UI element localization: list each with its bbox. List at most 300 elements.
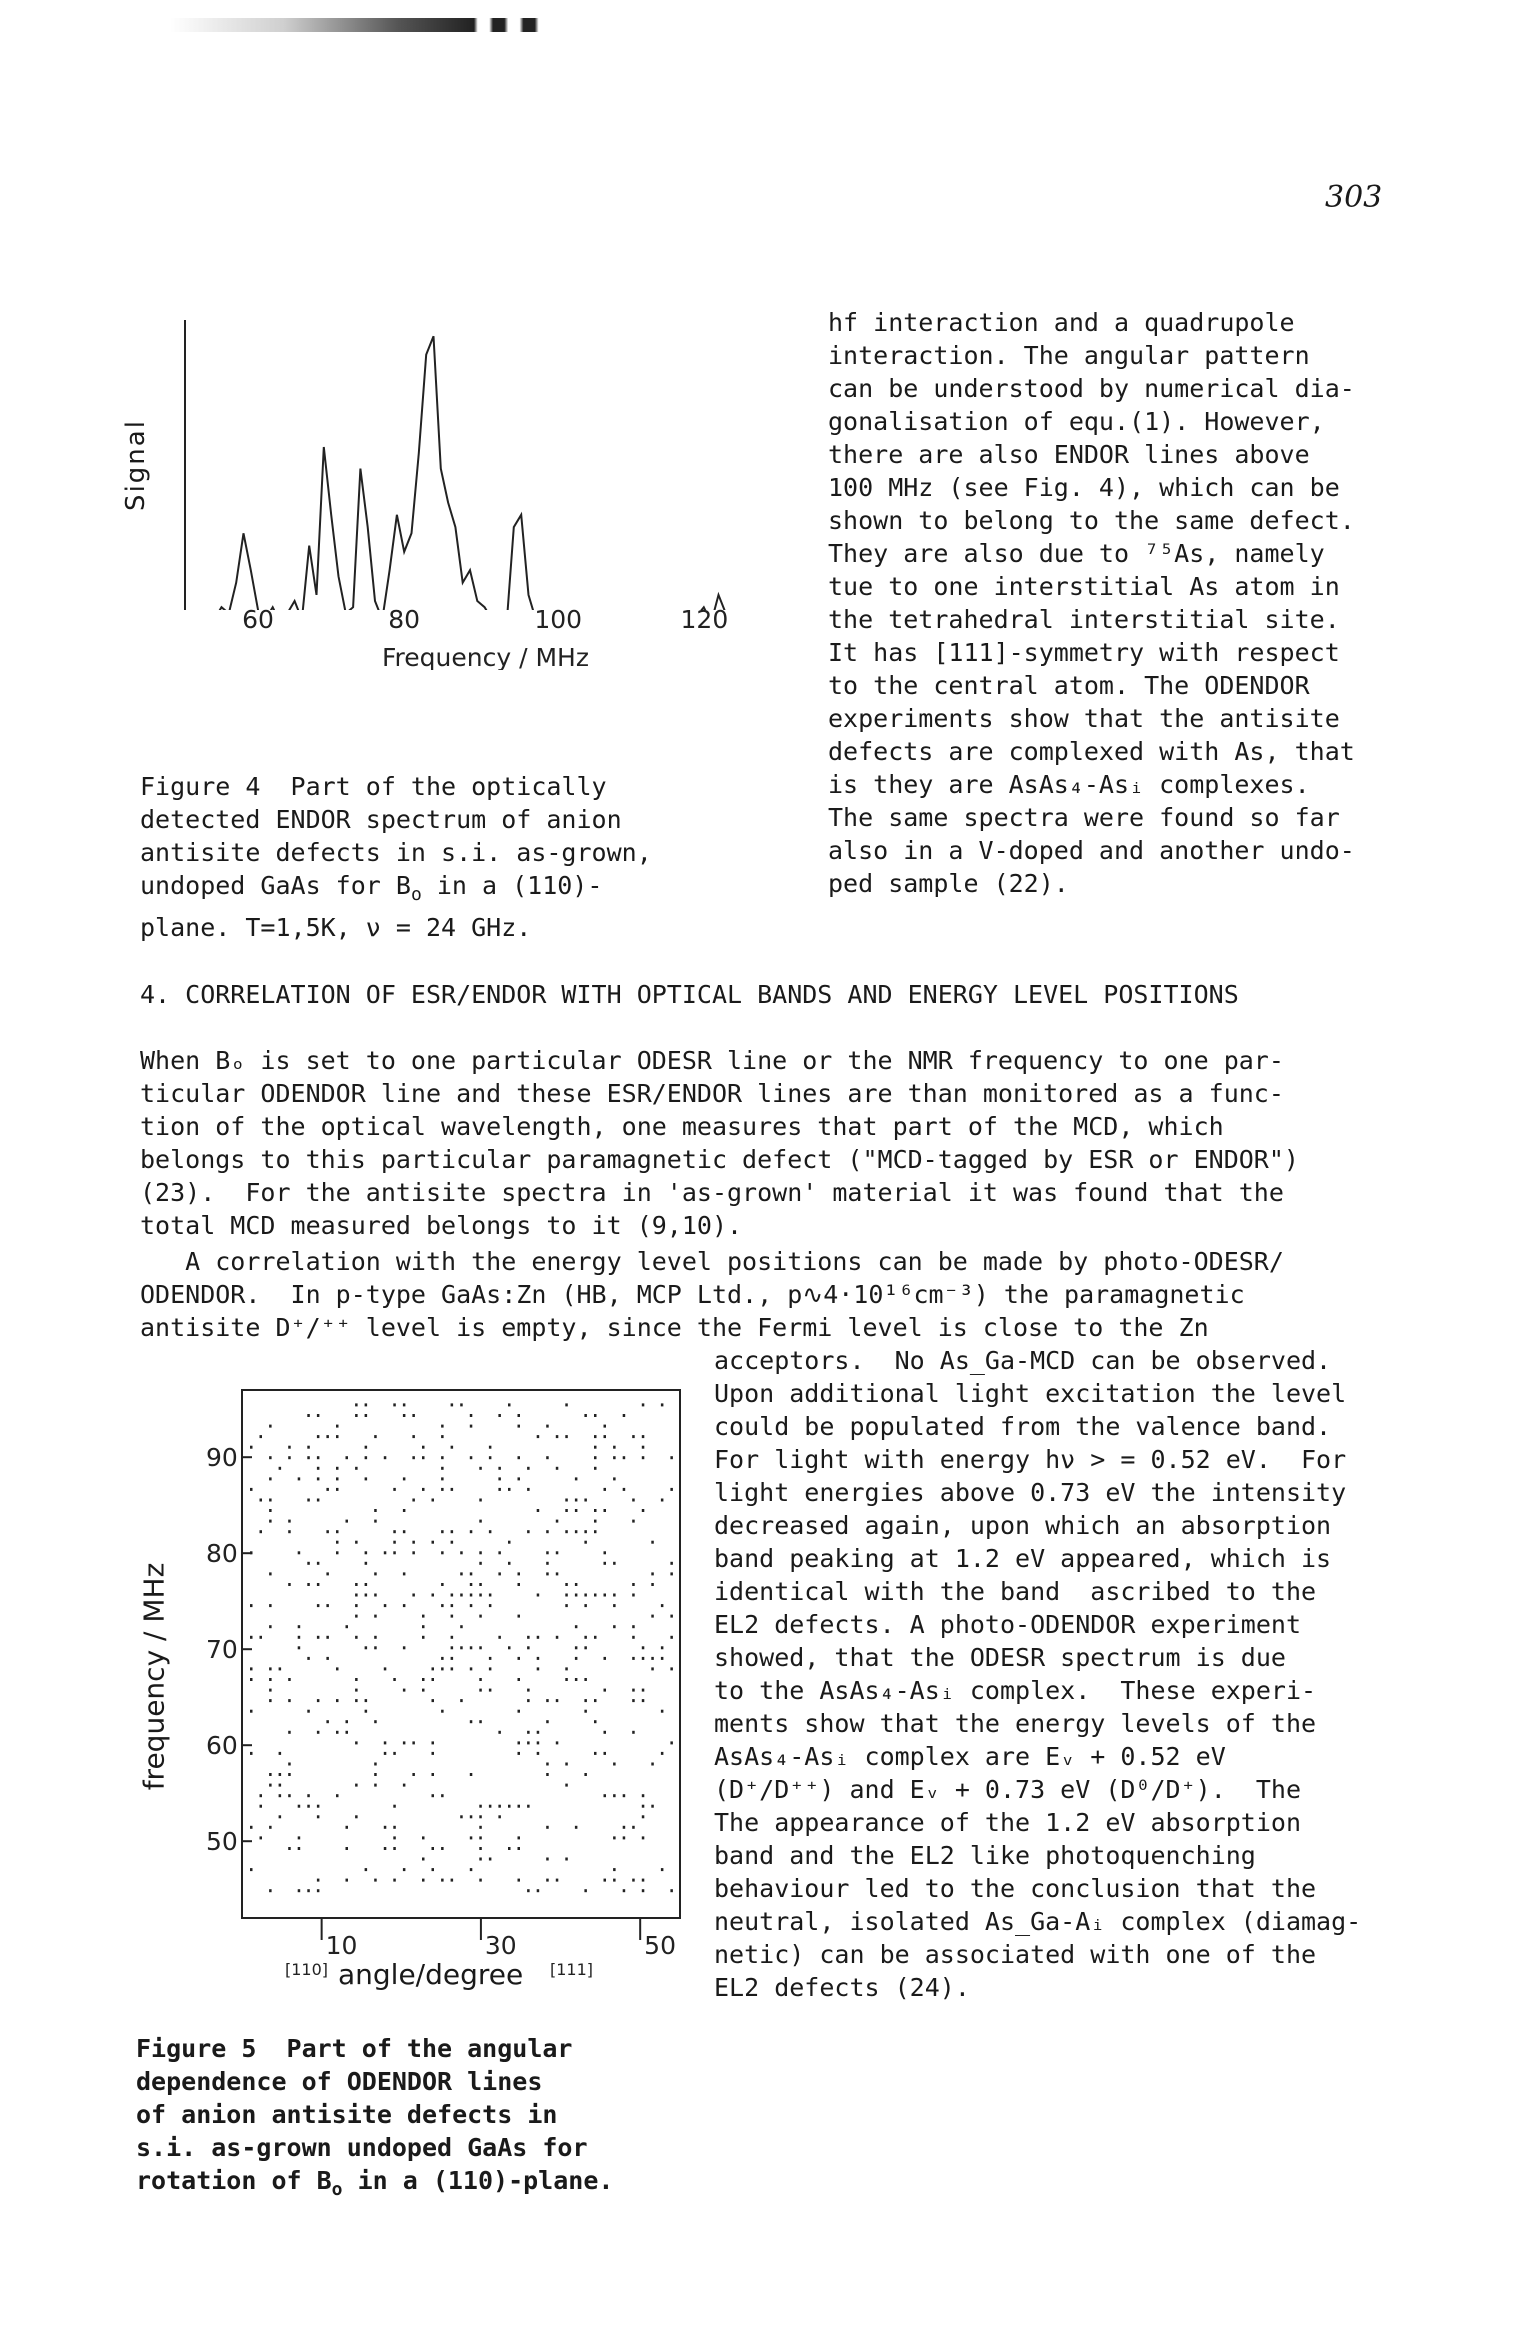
figure-5-data-point [508, 1646, 511, 1649]
figure-5-data-point [556, 1879, 559, 1882]
figure-5-data-point [623, 1826, 626, 1829]
figure-5-data-point [670, 1741, 673, 1744]
figure-5-data-point [269, 1889, 272, 1892]
figure-5-data-point [479, 1615, 482, 1618]
figure-5-data-point [460, 1551, 463, 1554]
figure-4-chart [120, 310, 760, 610]
figure-5-data-point [307, 1583, 310, 1586]
figure-5-data-point [298, 1625, 301, 1628]
figure-5-data-point [584, 1678, 587, 1681]
text-line: identical with the band ascribed to the [714, 1577, 1317, 1606]
text-line: (23). For the antisite spectra in 'as-grown' material it was found that the [140, 1178, 1284, 1207]
figure-5-data-point [260, 1435, 263, 1438]
figure-5-data-point [632, 1879, 635, 1882]
figure-5-data-point [632, 1583, 635, 1586]
figure-5-data-point [384, 1741, 387, 1744]
caption-text: in a (110)-plane. [342, 2166, 614, 2195]
figure-5-data-point [269, 1477, 272, 1480]
figure-5-data-point [365, 1477, 368, 1480]
figure-5-data-point [279, 1467, 282, 1470]
figure-5-data-point [470, 1572, 473, 1575]
figure-5-data-point [346, 1731, 349, 1734]
figure-5-data-point [565, 1858, 568, 1861]
figure-5-data-point [422, 1678, 425, 1681]
figure-5-data-point [460, 1594, 463, 1597]
figure-5-data-point [518, 1752, 521, 1755]
figure-5-ylabel: frequency / MHz [137, 1562, 171, 1791]
figure-5-data-point [288, 1520, 291, 1523]
figure-5-data-point [336, 1435, 339, 1438]
figure-5-data-point [479, 1858, 482, 1861]
figure-5-data-point [384, 1847, 387, 1850]
figure-5-data-point [470, 1646, 473, 1649]
figure-5-data-point [374, 1646, 377, 1649]
figure-5-data-point [451, 1615, 454, 1618]
figure-5-data-point [661, 1752, 664, 1755]
text-line: the tetrahedral interstitial site. [828, 605, 1340, 634]
figure-5-data-point [250, 1752, 253, 1755]
figure-5-data-point [632, 1699, 635, 1702]
figure-5-data-point [355, 1403, 358, 1406]
figure-5-data-point [403, 1741, 406, 1744]
figure-5-data-point [575, 1583, 578, 1586]
figure-5-data-point [613, 1446, 616, 1449]
figure-5-data-point [584, 1499, 587, 1502]
figure-5-data-point [489, 1657, 492, 1660]
figure-5-data-point [260, 1794, 263, 1797]
figure-5-data-point [279, 1784, 282, 1787]
figure-5-data-point [412, 1414, 415, 1417]
figure-5-data-point [642, 1815, 645, 1818]
figure-5-data-point [393, 1847, 396, 1850]
figure-5-data-point [565, 1403, 568, 1406]
text-line: could be populated from the valence band. [714, 1412, 1332, 1441]
figure-5-data-point [460, 1646, 463, 1649]
figure-5-data-point [365, 1710, 368, 1713]
figure-5-data-point [594, 1699, 597, 1702]
figure-5-data-point [250, 1636, 253, 1639]
figure-5-data-point [537, 1636, 540, 1639]
figure-5-data-point [384, 1667, 387, 1670]
figure-5-data-point [460, 1403, 463, 1406]
figure-5-data-point [260, 1836, 263, 1839]
figure-5-data-point [670, 1615, 673, 1618]
figure-5-data-point [594, 1509, 597, 1512]
figure-5-data-point [470, 1720, 473, 1723]
figure-5-data-point [613, 1879, 616, 1882]
figure-5-data-point [470, 1414, 473, 1417]
figure-5-data-point [288, 1699, 291, 1702]
figure-5-data-point [613, 1625, 616, 1628]
figure-5-data-point [355, 1615, 358, 1618]
figure-5-data-point [642, 1794, 645, 1797]
figure-5-data-point [642, 1836, 645, 1839]
figure-5-data-point [365, 1414, 368, 1417]
figure-5-data-point [651, 1657, 654, 1660]
figure-5-data-point [317, 1805, 320, 1808]
figure-5-data-point [260, 1499, 263, 1502]
figure-5-data-point [374, 1615, 377, 1618]
figure-5-data-point [317, 1435, 320, 1438]
figure-5-data-point [412, 1499, 415, 1502]
figure-5-data-point [518, 1741, 521, 1744]
figure-5-data-point [365, 1646, 368, 1649]
figure-5-data-point [661, 1868, 664, 1871]
figure-5-data-point [460, 1572, 463, 1575]
figure-5-data-point [470, 1594, 473, 1597]
figure-5-data-point [393, 1836, 396, 1839]
figure-5-data-point [632, 1499, 635, 1502]
figure-5-data-point [470, 1530, 473, 1533]
caption-line: antisite defects in s.i. as-grown, [140, 838, 652, 867]
figure-5-data-point [584, 1594, 587, 1597]
figure-5-data-point [604, 1562, 607, 1565]
figure-5-data-point [269, 1689, 272, 1692]
text-line: The appearance of the 1.2 eV absorption [714, 1808, 1301, 1837]
figure-5-data-point [594, 1530, 597, 1533]
figure-5-data-point [546, 1720, 549, 1723]
figure-5-data-point [546, 1879, 549, 1882]
figure-5-data-point [441, 1583, 444, 1586]
figure-5-data-point [479, 1836, 482, 1839]
figure-5-data-point [565, 1678, 568, 1681]
figure-5-data-point [412, 1741, 415, 1744]
figure-5-data-point [403, 1646, 406, 1649]
figure-5-data-point [365, 1583, 368, 1586]
text-line: interaction. The angular pattern [828, 341, 1310, 370]
figure-5-data-point [403, 1414, 406, 1417]
figure-5-data-point [518, 1572, 521, 1575]
figure-5-data-point [432, 1794, 435, 1797]
figure-5-data-point [432, 1847, 435, 1850]
text-line: tion of the optical wavelength, one measures that part of the MCD, which [140, 1112, 1224, 1141]
figure-5-data-point [336, 1477, 339, 1480]
text-line: ped sample (22). [828, 869, 1069, 898]
figure-5-data-point [412, 1594, 415, 1597]
figure-5-data-point [537, 1594, 540, 1597]
figure-5-data-point [518, 1847, 521, 1850]
figure-5-data-point [365, 1551, 368, 1554]
figure-5-data-point [317, 1456, 320, 1459]
figure-5-data-point [451, 1541, 454, 1544]
figure-5-data-point [250, 1826, 253, 1829]
figure-5-data-point [518, 1836, 521, 1839]
figure-5-data-point [546, 1530, 549, 1533]
caption-text: rotation of B [136, 2166, 332, 2195]
figure-5-data-point [412, 1551, 415, 1554]
figure-5-data-point [670, 1572, 673, 1575]
figure-5-data-point [298, 1646, 301, 1649]
figure-5-data-point [288, 1731, 291, 1734]
figure-5-data-point [317, 1636, 320, 1639]
figure-5-data-point [613, 1456, 616, 1459]
figure-5-data-point [479, 1499, 482, 1502]
figure-5-data-point [260, 1530, 263, 1533]
figure-5-data-point [479, 1815, 482, 1818]
figure-5-data-point [422, 1488, 425, 1491]
figure-5-data-point [326, 1488, 329, 1491]
figure-5-data-point [307, 1499, 310, 1502]
figure-5-data-point [326, 1720, 329, 1723]
figure-5-data-point [584, 1530, 587, 1533]
figure-5-data-point [565, 1530, 568, 1533]
figure-5-data-point [546, 1858, 549, 1861]
figure-5-data-point [250, 1868, 253, 1871]
figure-5-data-point [556, 1741, 559, 1744]
figure-5-data-point [279, 1752, 282, 1755]
figure-5-data-point [518, 1425, 521, 1428]
figure-5-data-point [336, 1794, 339, 1797]
figure-5-data-point [269, 1625, 272, 1628]
figure-5-data-point [651, 1572, 654, 1575]
figure-5-data-point [632, 1826, 635, 1829]
figure-5-data-point [575, 1657, 578, 1660]
text-line: band and the EL2 like photoquenching [714, 1841, 1256, 1870]
figure-5-data-point [604, 1657, 607, 1660]
text-line: EL2 defects (24). [714, 1973, 970, 2002]
figure-5-data-point [317, 1499, 320, 1502]
figure-5-data-point [594, 1752, 597, 1755]
figure-5-data-point [346, 1847, 349, 1850]
figure-5-data-point [604, 1488, 607, 1491]
figure-5-data-point [565, 1499, 568, 1502]
figure-5-data-point [374, 1784, 377, 1787]
figure-5-data-point [537, 1752, 540, 1755]
figure-5-data-point [470, 1815, 473, 1818]
figure-5-data-point [489, 1594, 492, 1597]
figure-5-data-point [384, 1826, 387, 1829]
figure-5-data-point [355, 1583, 358, 1586]
figure-5-data-point [470, 1773, 473, 1776]
figure-5-data-point [365, 1456, 368, 1459]
figure-5-data-point [393, 1879, 396, 1882]
figure-5-direction-111: [111] [550, 1960, 594, 1979]
text-line: light energies above 0.73 eV the intensity [714, 1478, 1347, 1507]
text-line: ticular ODENDOR line and these ESR/ENDOR lines are than monitored as a func- [140, 1079, 1284, 1108]
figure-4-series-line [185, 336, 740, 610]
figure-5-data-point [365, 1594, 368, 1597]
figure-5-data-point [317, 1879, 320, 1882]
figure-5-data-point [374, 1572, 377, 1575]
figure-5-data-point [604, 1752, 607, 1755]
figure-5-data-point [651, 1805, 654, 1808]
text-line: EL2 defects. A photo-ODENDOR experiment [714, 1610, 1301, 1639]
figure-5-data-point [594, 1720, 597, 1723]
figure-5-data-point [584, 1414, 587, 1417]
figure-5-data-point [498, 1815, 501, 1818]
figure-5-data-point [489, 1689, 492, 1692]
paragraph-1 [140, 1044, 1299, 1242]
figure-5-data-point [479, 1594, 482, 1597]
caption-line [140, 869, 652, 911]
figure-5-data-point [584, 1646, 587, 1649]
figure-5-ytick-label: 70 [206, 1635, 238, 1665]
figure-5-data-point [460, 1815, 463, 1818]
figure-5-data-point [326, 1435, 329, 1438]
figure-5-data-point [546, 1551, 549, 1554]
figure-5-data-point [613, 1604, 616, 1607]
figure-5-data-point [479, 1805, 482, 1808]
figure-5-data-point [623, 1488, 626, 1491]
figure-5-data-point [546, 1773, 549, 1776]
text-line: AsAs₄-Asᵢ complex are Eᵥ + 0.52 eV [714, 1742, 1226, 1771]
figure-5-data-point [537, 1889, 540, 1892]
figure-5-data-point [422, 1456, 425, 1459]
figure-4-xaxis [120, 600, 760, 670]
text-line: decreased again, upon which an absorption [714, 1511, 1332, 1540]
text-line: showed, that the ODESR spectrum is due [714, 1643, 1286, 1672]
figure-5-data-point [670, 1667, 673, 1670]
figure-5-data-point [403, 1477, 406, 1480]
caption-line: detected ENDOR spectrum of anion [140, 805, 622, 834]
text-line: When Bₒ is set to one particular ODESR line or the NMR frequency to one par- [140, 1046, 1284, 1075]
figure-5-data-point [451, 1488, 454, 1491]
figure-5-data-point [575, 1509, 578, 1512]
figure-5-data-point [250, 1604, 253, 1607]
figure-5-data-point [451, 1403, 454, 1406]
text-line: behaviour led to the conclusion that the [714, 1874, 1317, 1903]
figure-5-data-point [441, 1425, 444, 1428]
figure-5-data-point [298, 1636, 301, 1639]
figure-5-data-point [336, 1530, 339, 1533]
text-line: band peaking at 1.2 eV appeared, which is [714, 1544, 1332, 1573]
text-line: is they are AsAs₄-Asᵢ complexes. [828, 770, 1310, 799]
figure-5-data-point [508, 1488, 511, 1491]
figure-5-data-point [317, 1414, 320, 1417]
figure-5-data-point [556, 1520, 559, 1523]
figure-5-data-point [575, 1826, 578, 1829]
figure-5-data-point [642, 1689, 645, 1692]
figure-5-data-point [479, 1467, 482, 1470]
figure-5-data-point [594, 1520, 597, 1523]
figure-5-data-point [584, 1889, 587, 1892]
figure-4-tick-label: 60 [242, 605, 274, 634]
figure-5-data-point [298, 1477, 301, 1480]
figure-5-data-point [518, 1879, 521, 1882]
figure-5-ytick-label: 80 [206, 1539, 238, 1569]
figure-5-data-point [422, 1446, 425, 1449]
figure-5-data-point [422, 1689, 425, 1692]
figure-5-data-point [518, 1456, 521, 1459]
figure-5-data-point [355, 1414, 358, 1417]
figure-5-data-point [374, 1636, 377, 1639]
figure-5-data-point [432, 1741, 435, 1744]
figure-5-data-point [498, 1551, 501, 1554]
figure-5-data-point [479, 1646, 482, 1649]
figure-5-data-point [346, 1456, 349, 1459]
figure-5-data-point [432, 1868, 435, 1871]
figure-5-data-point [556, 1572, 559, 1575]
figure-5-data-point [498, 1805, 501, 1808]
caption-line [136, 2164, 613, 2206]
figure-5-data-point [498, 1488, 501, 1491]
figure-5-data-point [498, 1572, 501, 1575]
text-line: The same spectra were found so far [828, 803, 1340, 832]
figure-5-data-point [441, 1604, 444, 1607]
figure-5-data-point [307, 1657, 310, 1660]
figure-5-data-point [346, 1625, 349, 1628]
figure-5-data-point [604, 1794, 607, 1797]
figure-5-data-point [355, 1594, 358, 1597]
figure-5-data-point [479, 1583, 482, 1586]
figure-5-data-point [441, 1879, 444, 1882]
figure-4-tick-label: 120 [680, 605, 729, 634]
figure-5-data-point [470, 1836, 473, 1839]
figure-5-data-point [451, 1667, 454, 1670]
figure-5-data-point [355, 1678, 358, 1681]
figure-5-data-point [565, 1667, 568, 1670]
figure-5-data-point [374, 1520, 377, 1523]
figure-5-data-point [432, 1773, 435, 1776]
figure-5-data-point [451, 1446, 454, 1449]
figure-5-data-point [384, 1604, 387, 1607]
figure-5-data-point [537, 1435, 540, 1438]
figure-5-data-point [393, 1826, 396, 1829]
figure-5-data-point [479, 1879, 482, 1882]
figure-5-data-point [307, 1889, 310, 1892]
figure-5-data-point [584, 1541, 587, 1544]
figure-5-data-point [546, 1562, 549, 1565]
figure-5-data-point [384, 1456, 387, 1459]
figure-5-data-point [336, 1667, 339, 1670]
text-line: total MCD measured belongs to it (9,10). [140, 1211, 743, 1240]
figure-5-data-point [307, 1456, 310, 1459]
figure-5-data-point [498, 1477, 501, 1480]
figure-5-data-point [527, 1805, 530, 1808]
figure-5-data-point [441, 1847, 444, 1850]
caption-text: undoped GaAs for B [140, 871, 411, 900]
figure-5-data-point [623, 1794, 626, 1797]
figure-4-tick-label: 100 [534, 605, 583, 634]
figure-5-data-point [365, 1446, 368, 1449]
figure-5-data-point [661, 1646, 664, 1649]
text-line: defects are complexed with As, that [828, 737, 1355, 766]
figure-5-data-point [604, 1425, 607, 1428]
figure-5-data-point [604, 1689, 607, 1692]
figure-5-data-point [393, 1403, 396, 1406]
figure-5-data-point [279, 1794, 282, 1797]
figure-5-data-point [355, 1815, 358, 1818]
figure-5-data-point [355, 1689, 358, 1692]
figure-5-data-point [604, 1879, 607, 1882]
figure-5-data-point [269, 1826, 272, 1829]
figure-5-data-point [575, 1625, 578, 1628]
caption-line: Figure 5 Part of the angular [136, 2034, 573, 2063]
figure-5-data-point [432, 1699, 435, 1702]
figure-5-data-point [508, 1562, 511, 1565]
figure-5-data-point [288, 1847, 291, 1850]
figure-5-data-point [317, 1467, 320, 1470]
text-line: shown to belong to the same defect. [828, 506, 1355, 535]
figure-5-data-point [527, 1741, 530, 1744]
figure-5-data-point [451, 1530, 454, 1533]
figure-5-data-point [642, 1403, 645, 1406]
figure-5-data-point [642, 1509, 645, 1512]
figure-5-data-point [661, 1657, 664, 1660]
text-line: They are also due to ⁷⁵As, namely [828, 539, 1325, 568]
figure-5-data-point [384, 1752, 387, 1755]
figure-5-data-point [632, 1625, 635, 1628]
figure-5-data-point [489, 1604, 492, 1607]
figure-5-data-point [565, 1509, 568, 1512]
figure-5-data-point [623, 1456, 626, 1459]
figure-5-data-point [326, 1604, 329, 1607]
figure-5-data-point [451, 1879, 454, 1882]
figure-5-data-point [479, 1562, 482, 1565]
figure-5-data-point [307, 1710, 310, 1713]
figure-5-data-point [326, 1530, 329, 1533]
figure-5-data-point [575, 1594, 578, 1597]
